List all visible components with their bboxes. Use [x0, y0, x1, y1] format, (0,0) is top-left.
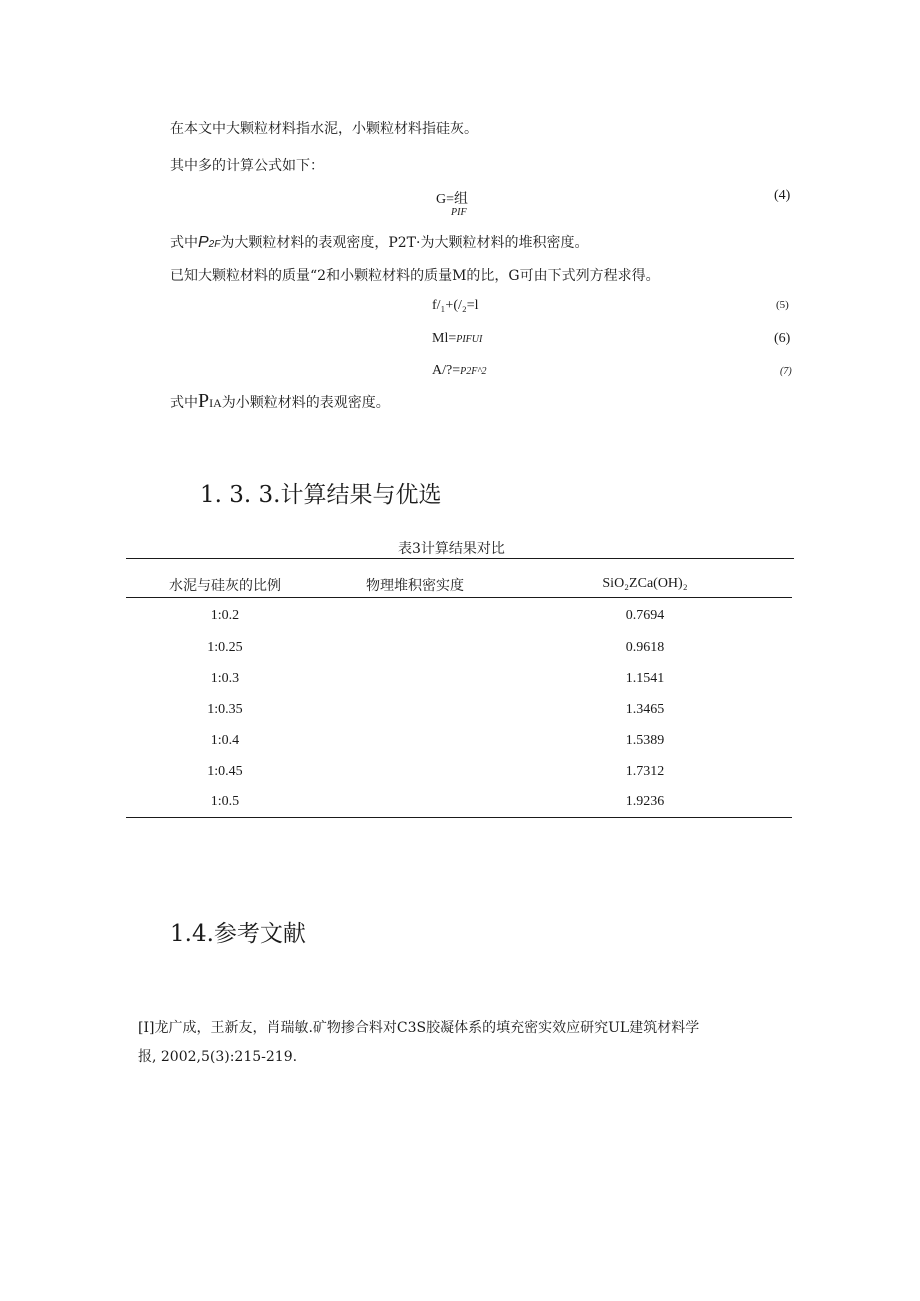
equation-7-number: (7) — [780, 366, 792, 377]
table-cell: 0.7694 — [625, 608, 665, 623]
equation-7-lhs: A/?= — [432, 363, 461, 378]
table-cell: 1:0.2 — [210, 608, 240, 623]
paragraph-mass-ratio: 已知大颗粒材料的质量“2和小颗粒材料的质量M的比，G可由下式列方程求得。 — [170, 268, 660, 284]
table-cell: 1.9236 — [625, 794, 665, 809]
equation-7 — [432, 363, 487, 379]
table-header-packing-density: 物理堆积密实度 — [366, 578, 464, 594]
equation-4: G=组 — [436, 192, 469, 207]
table-cell: 1.1541 — [625, 671, 665, 686]
paragraph-text: 为小颗粒材料的表观密度。 — [221, 395, 390, 411]
paragraph-formula-intro: 其中多的计算公式如下： — [170, 158, 324, 174]
section-heading-1-4 — [170, 915, 306, 948]
table-header-ratio: 水泥与硅灰的比例 — [169, 578, 281, 594]
table-header-sio2-caoh2: SiO₂ZCa(OH)₂ — [602, 576, 688, 591]
table-cell: 1.7312 — [625, 764, 665, 779]
table-cell: 0.9618 — [625, 640, 665, 655]
table-cell: 1:0.4 — [210, 733, 240, 748]
paragraph-large-particle-density — [170, 232, 588, 252]
equation-7-rhs: P2F^2 — [460, 366, 487, 377]
equation-4-number: (4) — [774, 188, 791, 203]
symbol-subscript: IA — [209, 396, 222, 410]
table-bottom-rule — [126, 817, 792, 818]
section-title: 计算结果与优选 — [280, 482, 442, 508]
paragraph-small-particle-density — [170, 390, 390, 413]
reference-1-line-2: 报, 2002,5(3):215-219. — [138, 1049, 298, 1065]
table-cell: 1:0.5 — [210, 794, 240, 809]
table-cell: 1:0.25 — [207, 640, 243, 655]
equation-6 — [432, 331, 482, 347]
equation-5-number: (5) — [776, 299, 789, 311]
symbol-p: P — [198, 234, 209, 251]
section-title: 参考文献 — [213, 921, 306, 947]
symbol-subscript: 2F — [208, 239, 221, 250]
equation-4-denominator: PIF — [451, 207, 467, 218]
equation-6-number: (6) — [774, 331, 791, 346]
symbol-p: P — [198, 390, 210, 412]
section-number: 1.4. — [170, 921, 214, 947]
section-number: 1. 3. 3. — [200, 482, 281, 508]
section-heading-1-3-3 — [200, 476, 441, 509]
table-top-rule — [126, 558, 794, 559]
paragraph-intro: 在本文中大颗粒材料指水泥，小颗粒材料指硅灰。 — [170, 121, 478, 137]
paragraph-text: 为大颗粒材料的表观密度，P2T·为大颗粒材料的堆积密度。 — [220, 235, 589, 251]
table-cell: 1.3465 — [625, 702, 665, 717]
reference-1-line-1: [I]龙广成，王新友，肖瑞敏.矿物掺合料对C3S胶凝体系的填充密实效应研究UL建筑材料学 — [138, 1020, 700, 1036]
paragraph-prefix: 式中 — [170, 235, 198, 251]
table-cell: 1:0.3 — [210, 671, 240, 686]
table-cell: 1.5389 — [625, 733, 665, 748]
equation-6-lhs: Ml= — [432, 331, 457, 346]
equation-5: f/₁+(/₂=l — [432, 298, 479, 313]
equation-6-rhs: PIFUI — [456, 334, 483, 345]
table-cell: 1:0.35 — [207, 702, 243, 717]
paragraph-prefix: 式中 — [170, 395, 198, 411]
table-cell: 1:0.45 — [207, 764, 243, 779]
table-header-rule — [126, 597, 792, 598]
table-caption: 表3计算结果对比 — [398, 541, 505, 557]
